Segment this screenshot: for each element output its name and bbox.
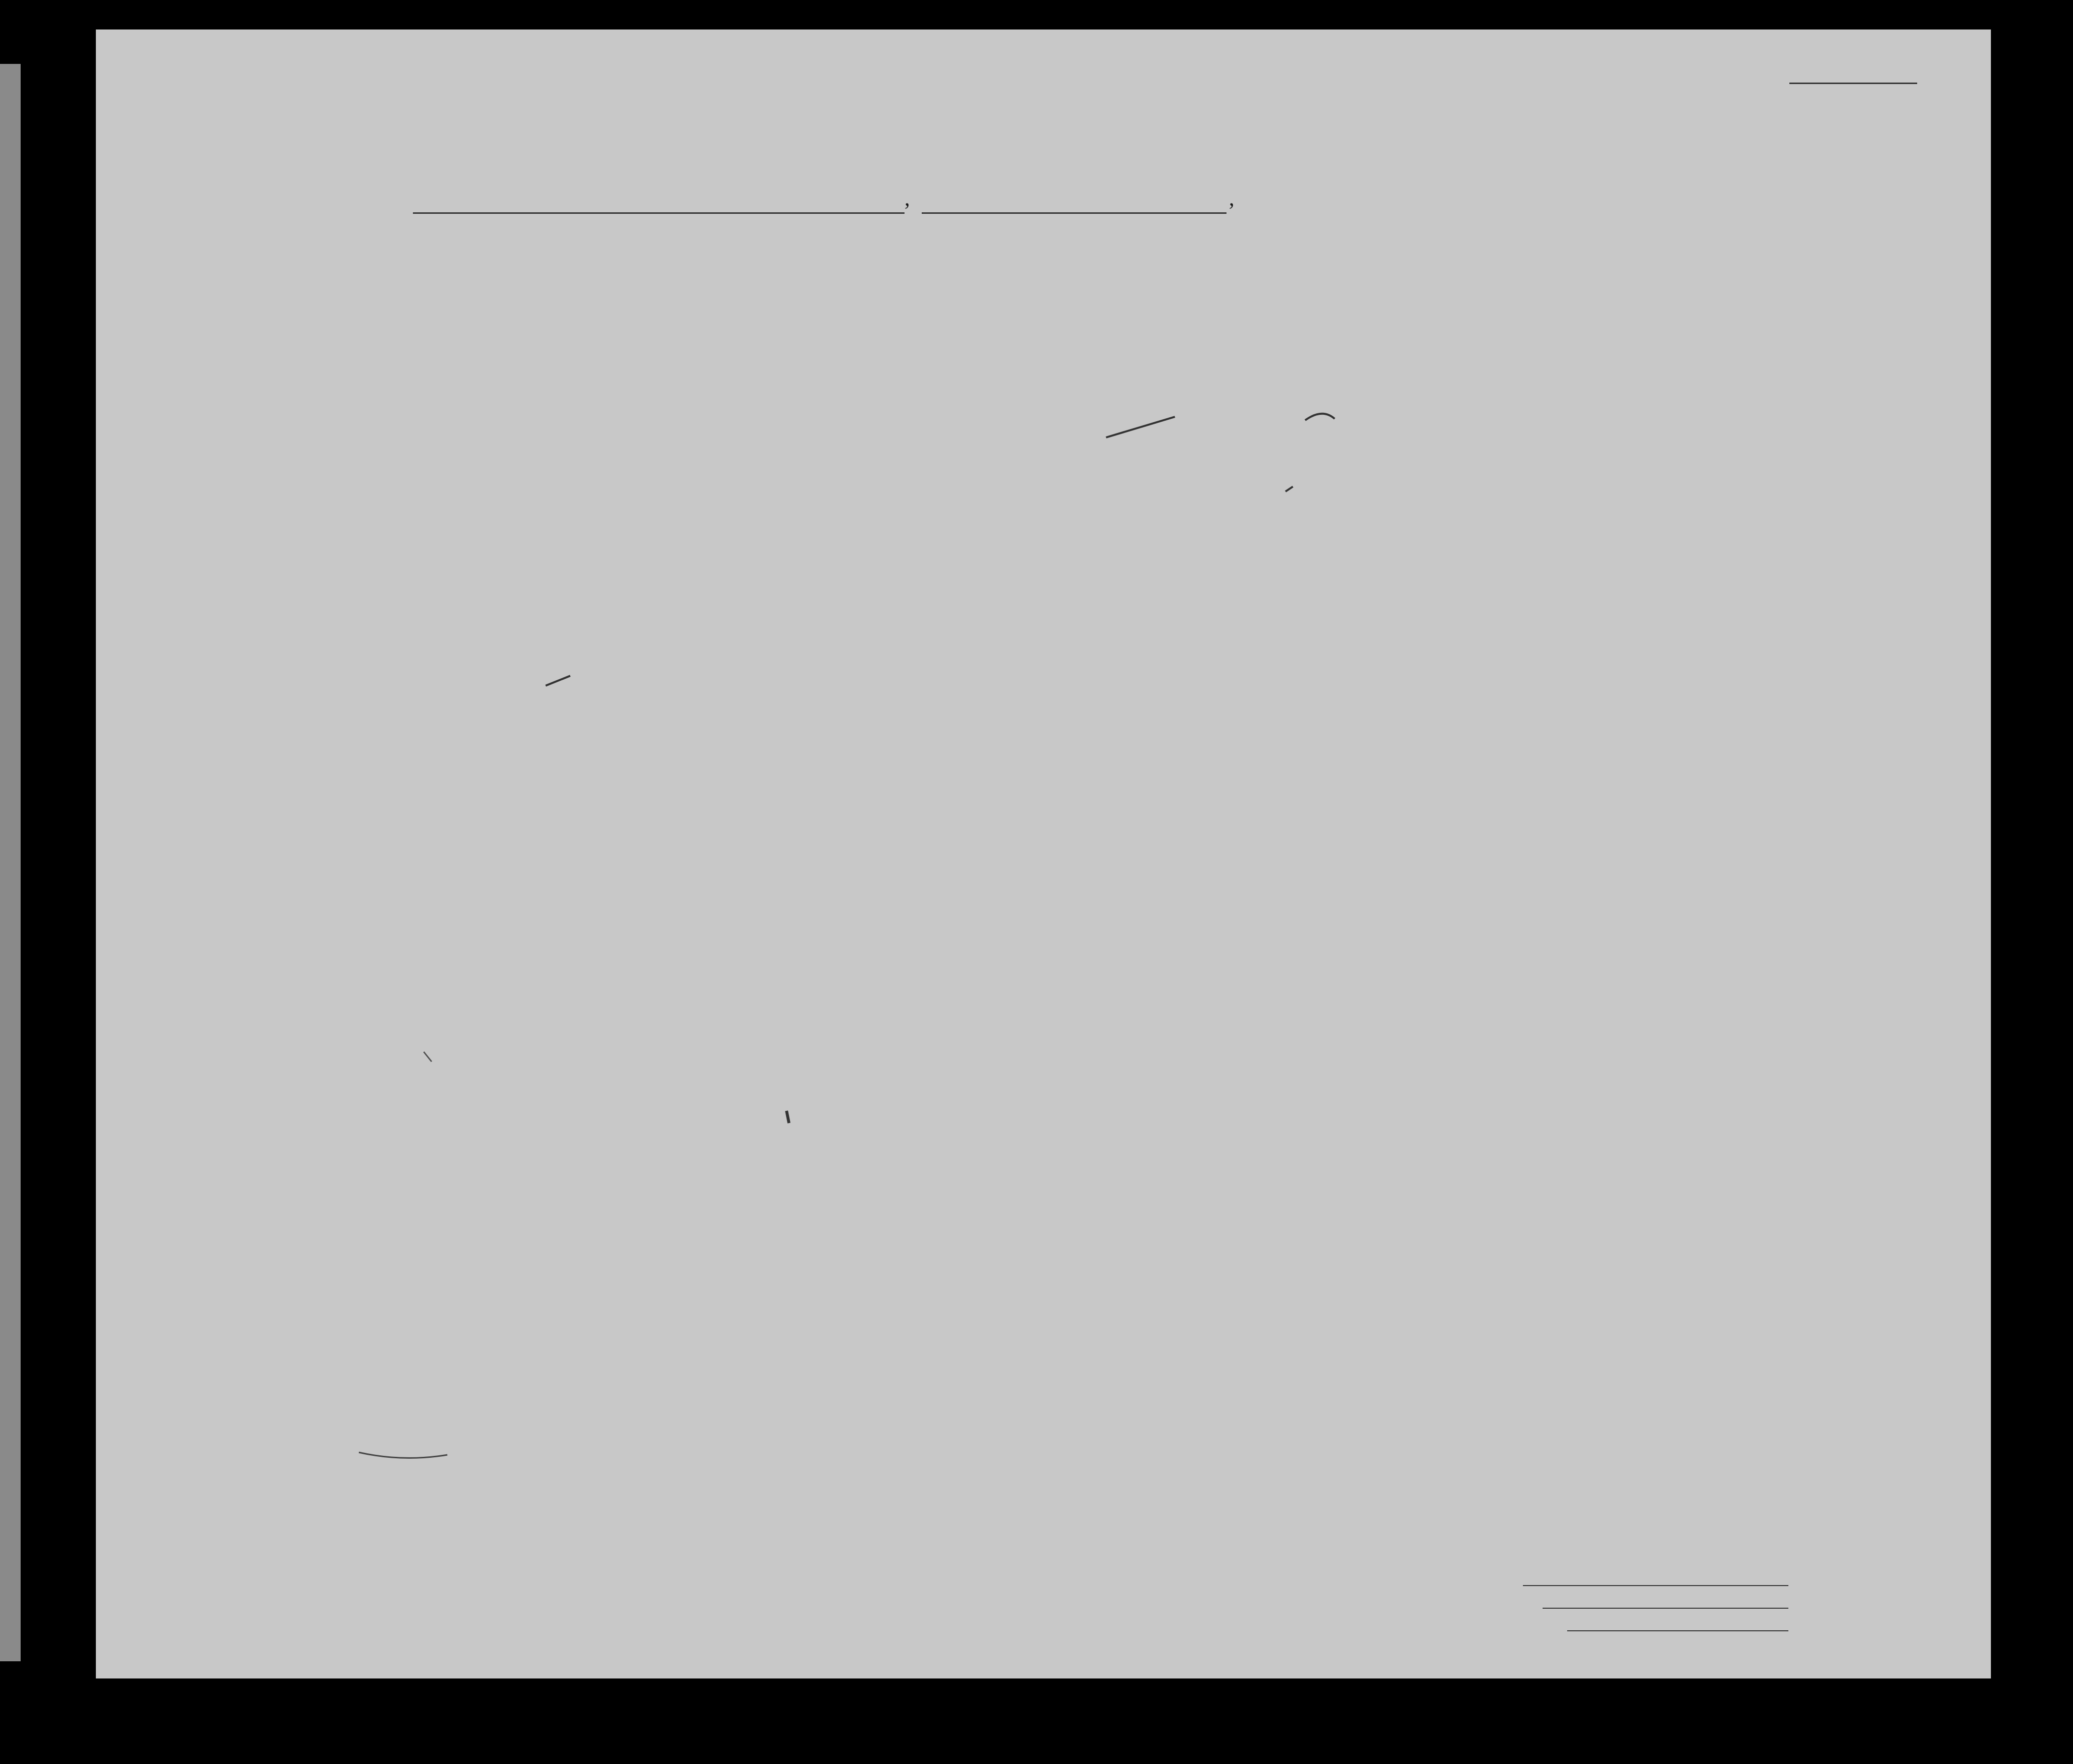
agents-underline: [1567, 1630, 1788, 1631]
line-underline: [1523, 1585, 1788, 1586]
comma-2: ,: [1229, 186, 1234, 210]
comma: ,: [905, 186, 910, 210]
owners-underline: [1543, 1608, 1788, 1609]
